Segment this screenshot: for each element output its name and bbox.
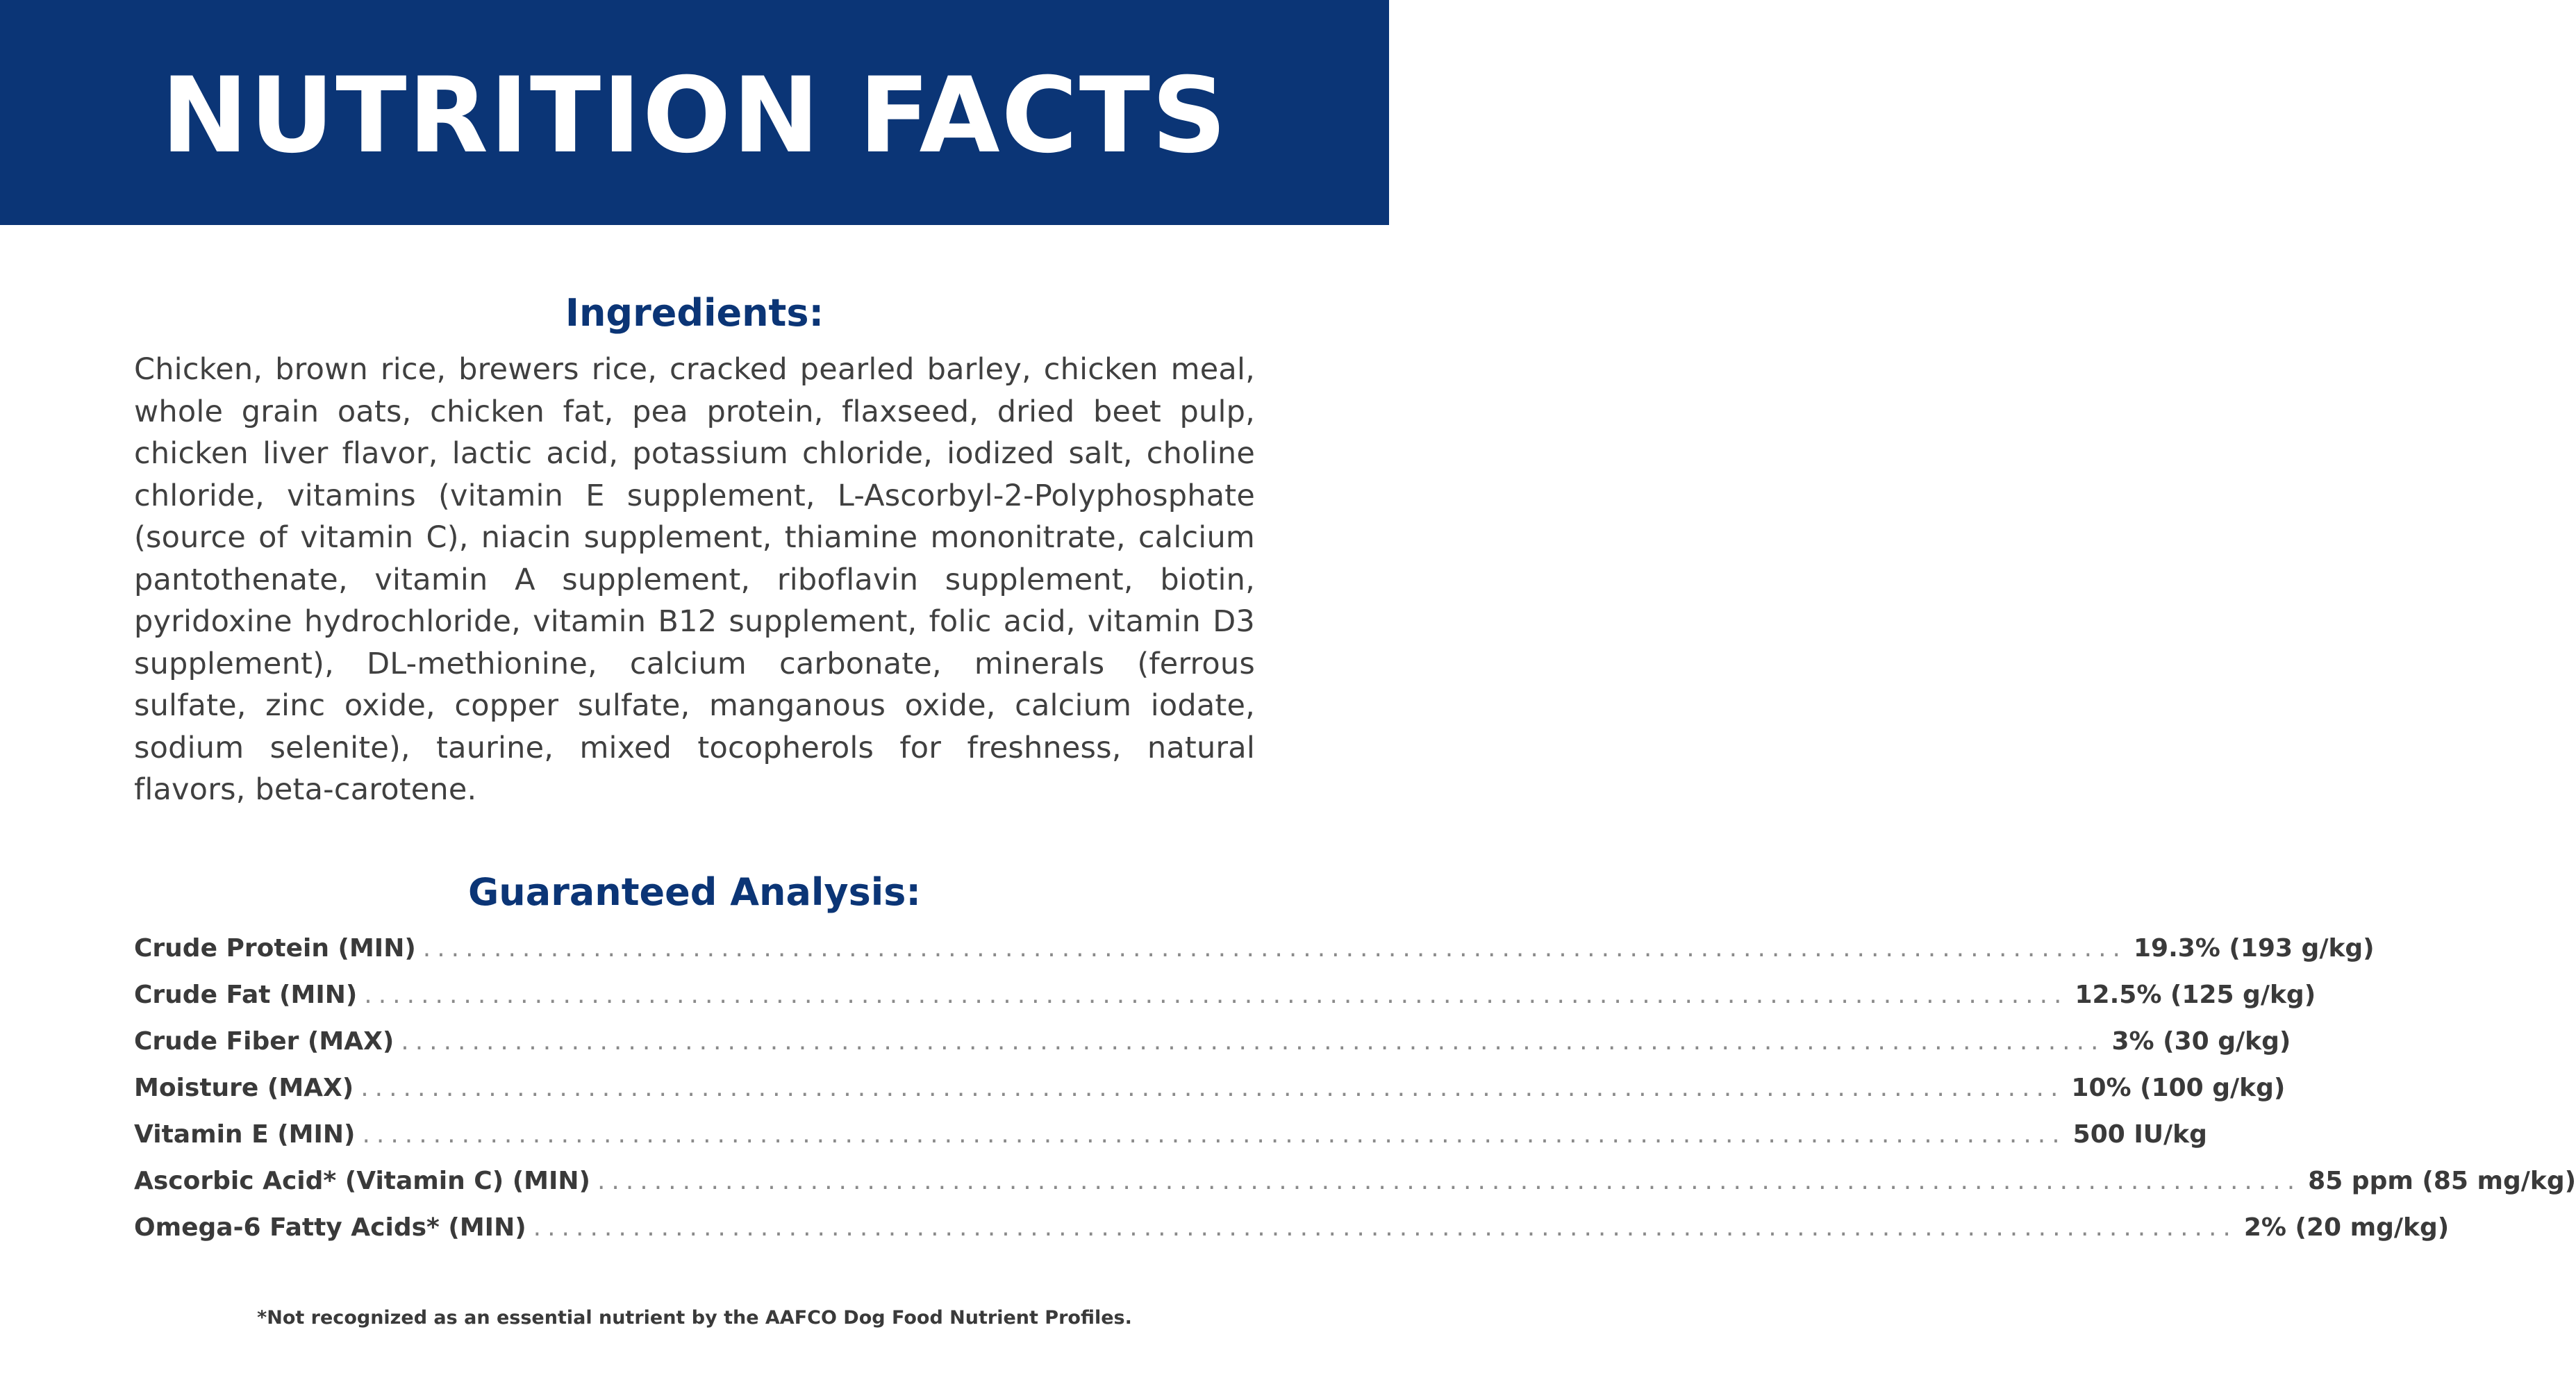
ingredients-text: Chicken, brown rice, brewers rice, cracked pearled barley, chicken meal, whole grain oats, chicken fat, pea protein, flaxseed, dried beet pulp, chicken liver flavor, lactic acid, potassium chloride, iodized salt, choline chloride, vitamins (vitamin E supplement, L-Ascorbyl-2-Polyphosphate (source of vitamin C), niacin supplement, thiamine mononitrate, calcium pantothenate, vitamin A supplement, riboflavin supplement, biotin, pyridoxine hydrochloride, vitamin B12 supplement, folic acid, vitamin D3 supplement), DL-methionine, calcium carbonate, minerals (ferrous sulfate, zinc oxide, copper sulfate, manganous oxide, calcium iodate, sodium selenite), taurine, mixed tocopherols for freshness, natural flavors, beta-carotene. [134,352,1255,807]
analysis-row-value: 19.3% (193 g/kg) [2133,934,2375,963]
analysis-row-name: Crude Fat (MIN) [134,981,358,1009]
analysis-row-value: 85 ppm (85 mg/kg) [2308,1167,2576,1195]
analysis-row [134,1074,2286,1120]
analysis-row-name: Crude Fiber (MAX) [134,1027,394,1056]
analysis-row [134,1027,2291,1074]
analysis-row-name: Ascorbic Acid* (Vitamin C) (MIN) [134,1167,590,1195]
header-banner [0,0,1389,225]
dot-leader: ........................................................................................................................ [533,1213,2237,1242]
page-title: NUTRITION FACTS [160,56,1229,176]
analysis-row-value: 10% (100 g/kg) [2071,1074,2286,1102]
dot-leader: ........................................................................................................................ [422,934,2127,963]
analysis-row [134,1120,2207,1167]
dot-leader: ........................................................................................................................ [362,1120,2066,1149]
ingredients-heading: Ingredients: [565,291,824,335]
analysis-row-name: Vitamin E (MIN) [134,1120,356,1149]
analysis-row [134,981,2316,1027]
analysis-row-name: Crude Protein (MIN) [134,934,416,963]
analysis-row-value: 500 IU/kg [2072,1120,2207,1149]
dot-leader: ........................................................................................................................ [360,1074,2065,1102]
analysis-row-value: 2% (20 mg/kg) [2243,1213,2450,1242]
analysis-row-name: Omega-6 Fatty Acids* (MIN) [134,1213,526,1242]
analysis-row-value: 3% (30 g/kg) [2111,1027,2291,1056]
dot-leader: ........................................................................................................................ [597,1167,2302,1195]
analysis-row [134,1167,2576,1213]
guaranteed-analysis-heading: Guaranteed Analysis: [467,870,921,914]
analysis-row-value: 12.5% (125 g/kg) [2075,981,2316,1009]
analysis-row-name: Moisture (MAX) [134,1074,354,1102]
dot-leader: ........................................................................................................................ [401,1027,2105,1056]
dot-leader: ........................................................................................................................ [364,981,2068,1009]
analysis-row [134,1213,2450,1260]
footnote: *Not recognized as an essential nutrient by the AAFCO Dog Food Nutrient Profiles. [257,1307,1132,1329]
guaranteed-analysis-list [134,934,2576,1260]
analysis-row [134,934,2375,981]
